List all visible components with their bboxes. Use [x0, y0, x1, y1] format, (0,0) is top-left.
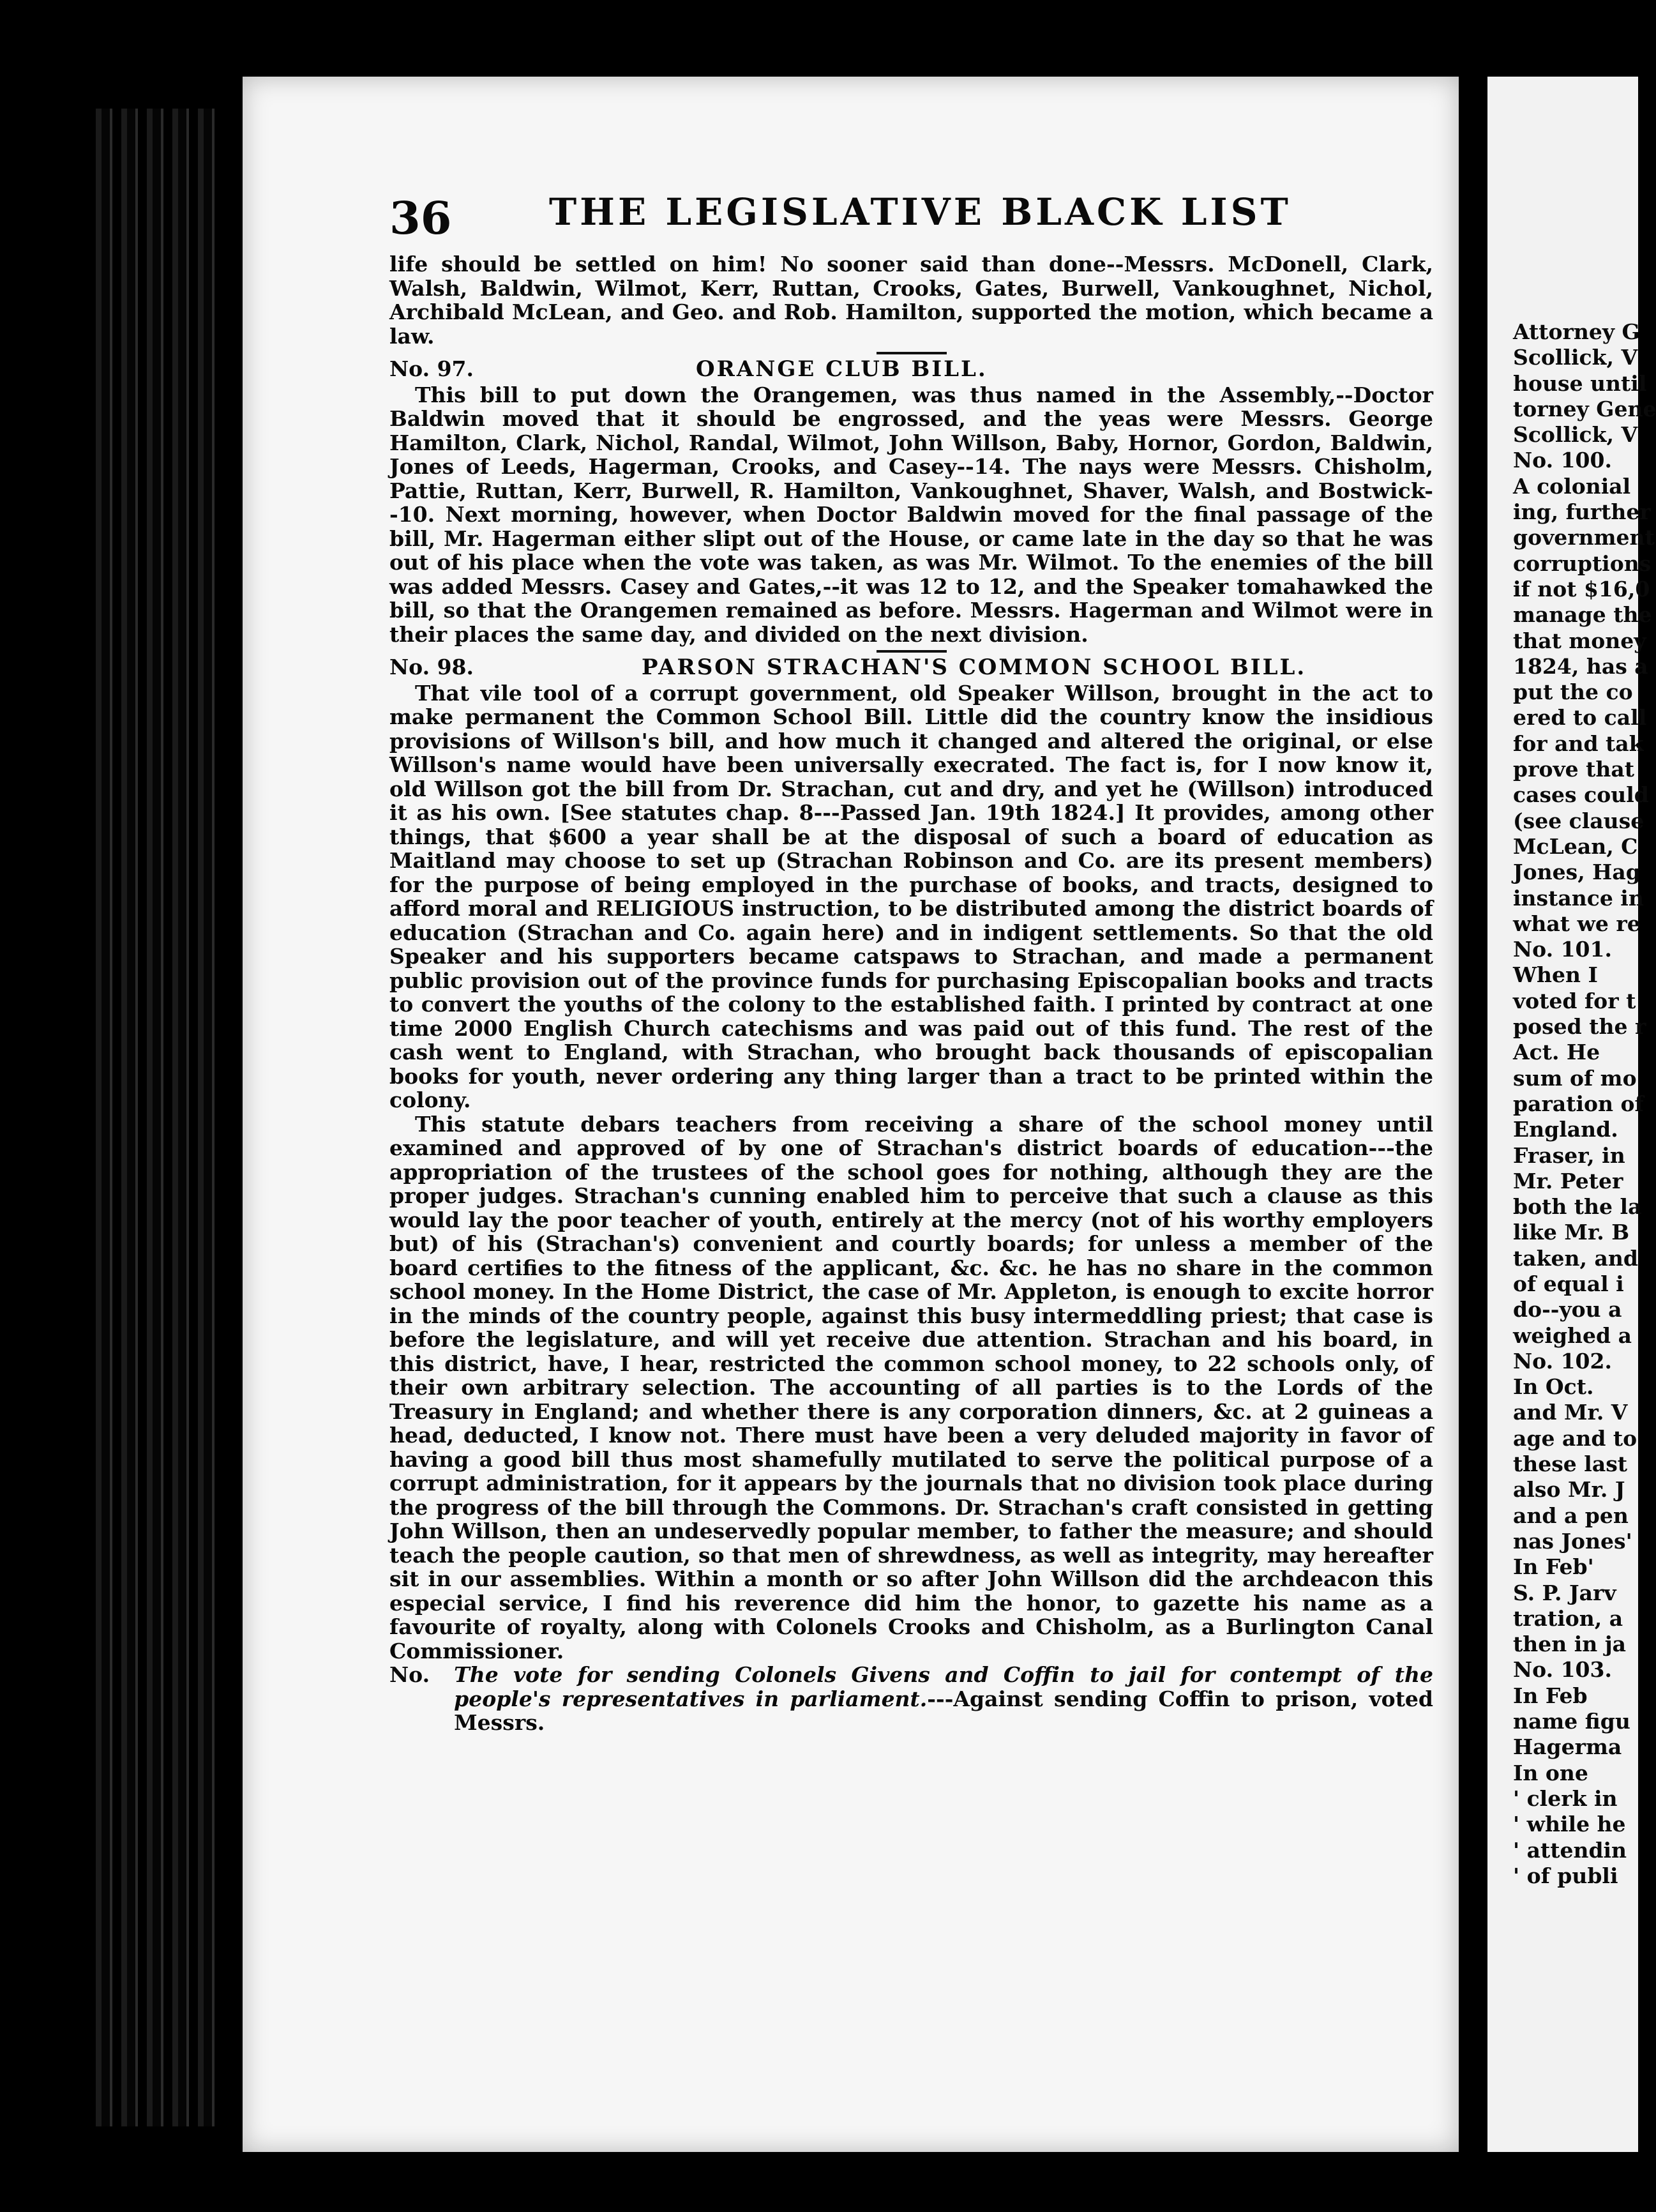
page-number: 36: [389, 192, 452, 245]
entry-number: No.: [389, 1662, 430, 1687]
right-page-line: posed the r: [1513, 1014, 1646, 1040]
entry-number: No. 98.: [389, 655, 474, 679]
right-page-line: ' clerk in: [1513, 1785, 1618, 1811]
right-page-line: if not $16,0: [1513, 576, 1650, 602]
right-page-line: manage the: [1513, 602, 1652, 628]
page-header: [389, 185, 1408, 243]
right-page-line: sum of mo: [1513, 1065, 1637, 1091]
right-page-line: No. 101.: [1513, 937, 1612, 962]
right-page-line: also Mr. J: [1513, 1477, 1625, 1503]
right-page-line: both the la: [1513, 1194, 1642, 1220]
right-page-line: of equal i: [1513, 1271, 1624, 1296]
right-page-line: voted for t: [1513, 988, 1636, 1013]
right-page-line: what we re: [1513, 911, 1641, 936]
right-page-line: No. 103.: [1513, 1657, 1612, 1683]
right-page-line: S. P. Jarv: [1513, 1580, 1616, 1605]
entry-title: PARSON STRACHAN'S COMMON SCHOOL BILL.: [642, 655, 1307, 680]
entry-paragraph: This bill to put down the Orangemen, was thus named in the Assembly,--Doctor Baldwin moved that it should be engrossed, and the yeas were Messrs. George Hamilton, Clark, Nichol, Randal, Wilmot, John Willson, Baby, Hornor, Gordon, Baldwin, Jones of Leeds, Hagerman, Crooks, and Casey--14. The nays were Messrs. Chisholm, Pattie, Ruttan, Kerr, Burwell, R. Hamilton, Vankoughnet, Shaver, Walsh, and Bostwick--10. Next morning, however, when Doctor Baldwin moved for the final passage of the bill, Mr. Hagerman either slipt out of the House, or came late in the day so that he was out of his place when the vote was taken, as was Mr. Wilmot. To the enemies of the bill was added Messrs. Casey and Gates,--it was 12 to 12, and the Speaker tomahawked the bill, so that the Orangemen remained as before. Messrs. Hagerman and Wilmot were in their places the same day, and divided on the next division.: [389, 382, 1433, 647]
final-entry-text: [454, 1663, 1433, 1735]
right-page-line: weighed a: [1513, 1322, 1632, 1348]
right-page-line: A colonial: [1513, 473, 1631, 499]
right-page-line: In one: [1513, 1760, 1588, 1785]
entry-number: No. 97.: [389, 356, 474, 381]
final-entry-line: [389, 1663, 1433, 1735]
right-page-line: ' attendin: [1513, 1837, 1627, 1863]
right-page-line: Scollick, V: [1513, 422, 1638, 448]
right-page-line: Jones, Hag: [1513, 860, 1641, 885]
right-page-line: Act. He: [1513, 1040, 1600, 1065]
right-page-line: No. 102.: [1513, 1348, 1612, 1374]
right-page-line: these last: [1513, 1451, 1628, 1477]
entry-paragraph: This statute debars teachers from receiving a share of the school money until examined and approved of by one of Strachan's district boards of education---the appropriation of the trustees of the school goes for nothing, although they are the proper judges. Strachan's cunning enabled him to perceive that such a clause as this would lay the poor teacher of youth, entirely at the mercy (not of his worthy employers but) of his (Strachan's) convenient and courtly boards; for unless a member of the board certifies to the fitness of the applicant, &c. &c. he has no share in the common school money. In the Home District, the case of Mr. Appleton, is enough to excite horror in the minds of the country people, against this busy intermeddling priest; that case is before the legislature, and will yet receive due attention. Strachan and his board, in this district, have, I hear, restricted the common school money, to 22 schools only, of their own arbitrary selection. The accounting of all parties is to the Lords of the Treasury in England; and whether there is any corporation dinners, &c. at 2 guineas a head, deducted, I know not. There must have been a very deluded majority in favor of having a good bill thus most shamefully mutilated to serve the political purpose of a corrupt administration, for it appears by the journals that no division took place during the progress of the bill through the Commons. Dr. Strachan's craft consisted in getting John Willson, then an undeservedly popular member, to father the measure; and should teach the people caution, so that men of shrewdness, as well as integrity, may hereafter sit in our assemblies. Within a month or so after John Willson did the archdeacon this especial service, I find his reverence did him the honor, to gazette his name as a favourite of royalty, along with Colonels Crooks and Chisholm, as a Burlington Canal Commissioner.: [389, 1111, 1433, 1663]
intro-paragraph: life should be settled on him! No sooner said than done--Messrs. McDonell, Clark, Walsh, Baldwin, Wilmot, Kerr, Ruttan, Crooks, Gates, Burwell, Vankoughnet, Nichol, Archibald McLean, and Geo. and Rob. Hamilton, supported the motion, which became a law.: [389, 252, 1433, 349]
right-page-line: (see clause: [1513, 808, 1645, 833]
right-page-line: house until: [1513, 370, 1647, 396]
right-page-line: Hagerma: [1513, 1734, 1622, 1760]
book-binding: [96, 109, 223, 2126]
right-page-line: When I: [1513, 962, 1598, 988]
page-content: [389, 252, 1433, 1735]
right-page-line: Fraser, in: [1513, 1142, 1625, 1168]
right-page-line: cases could: [1513, 782, 1649, 808]
right-page-edge: [1487, 77, 1656, 2152]
vote-result: ---Against sending Coffin to prison, voted Messrs.: [454, 1686, 1434, 1735]
right-page-line: age and to: [1513, 1425, 1637, 1451]
right-page-line: nas Jones': [1513, 1528, 1632, 1554]
right-page-line: tration, a: [1513, 1605, 1623, 1631]
right-page-line: 1824, has a: [1513, 653, 1648, 679]
right-page-line: name figu: [1513, 1709, 1630, 1734]
right-page-line: instance in: [1513, 885, 1644, 911]
right-page-line: taken, and: [1513, 1245, 1638, 1271]
vote-description: The vote for sending Colonels Givens and Coffin to jail for contempt of the people's representatives in parliament.: [454, 1662, 1433, 1711]
running-title: THE LEGISLATIVE BLACK LIST: [549, 190, 1291, 234]
right-page-line: for and tak: [1513, 731, 1644, 756]
right-page-line: paration of: [1513, 1091, 1644, 1116]
right-page-line: ered to call: [1513, 705, 1647, 731]
right-page-fragments: [1513, 319, 1656, 1889]
right-page-line: government: [1513, 525, 1655, 550]
right-page-line: ' while he: [1513, 1812, 1626, 1837]
right-page-line: Mr. Peter: [1513, 1168, 1623, 1193]
right-page-line: No. 100.: [1513, 448, 1612, 473]
section-divider: [877, 352, 947, 354]
left-page: [243, 77, 1459, 2152]
right-page-line: In Feb': [1513, 1554, 1594, 1580]
right-page-line: torney Gene: [1513, 396, 1656, 421]
right-page-line: England.: [1513, 1117, 1618, 1142]
right-page-line: McLean, C: [1513, 833, 1638, 859]
right-page-line: like Mr. B: [1513, 1220, 1630, 1245]
right-page-line: In Oct.: [1513, 1374, 1594, 1400]
right-page-line: then in ja: [1513, 1632, 1627, 1657]
entry-heading-98: [389, 655, 1433, 680]
right-page-line: Attorney G: [1513, 319, 1640, 344]
right-page-line: corruptions: [1513, 550, 1652, 576]
right-page-line: do--you a: [1513, 1297, 1622, 1322]
right-page-line: ing, further: [1513, 499, 1651, 525]
right-page-line: that money: [1513, 628, 1646, 653]
right-page-line: Scollick, V: [1513, 345, 1638, 370]
right-page-line: and Mr. V: [1513, 1400, 1628, 1425]
right-page-line: and a pen: [1513, 1503, 1629, 1528]
right-page-line: put the co: [1513, 679, 1633, 705]
entry-title: ORANGE CLUB BILL.: [696, 356, 988, 382]
entry-heading-97: [389, 357, 1433, 382]
right-page-line: prove that: [1513, 757, 1634, 782]
right-page-line: In Feb: [1513, 1683, 1588, 1708]
entry-paragraph: That vile tool of a corrupt government, old Speaker Willson, brought in the act to make permanent the Common School Bill. Little did the country know the insidious provisions of Willson's bill, and how much it changed and altered the original, or else Willson's name would have been universally execrated. The fact is, for I now know it, old Willson got the bill from Dr. Strachan, cut and dry, and yet he (Willson) introduced it as his own. [See statutes chap. 8---Passed Jan. 19th 1824.] It provides, among other things, that $600 a year shall be at the disposal of such a board of education as Maitland may choose to set up (Strachan Robinson and Co. are its present members) for the purpose of being employed in the purchase of books, and tracts, designed to afford moral and RELIGIOUS instruction, to be distributed among the district boards of education (Strachan and Co. again here) and in indigent settlements. So that the old Speaker and his supporters became catspaws to Strachan, and made a permanent public provision out of the province funds for purchasing Episcopalian books and tracts to convert the youths of the colony to the established faith. I printed by contract at one time 2000 English Church catechisms and was paid out of this fund. The rest of the cash went to England, with Strachan, who brought back thousands of episcopalian books for youth, never ordering any thing larger than a tract to be printed within the colony.: [389, 680, 1433, 1112]
section-divider: [877, 650, 947, 653]
right-page-line: ' of publi: [1513, 1863, 1618, 1888]
